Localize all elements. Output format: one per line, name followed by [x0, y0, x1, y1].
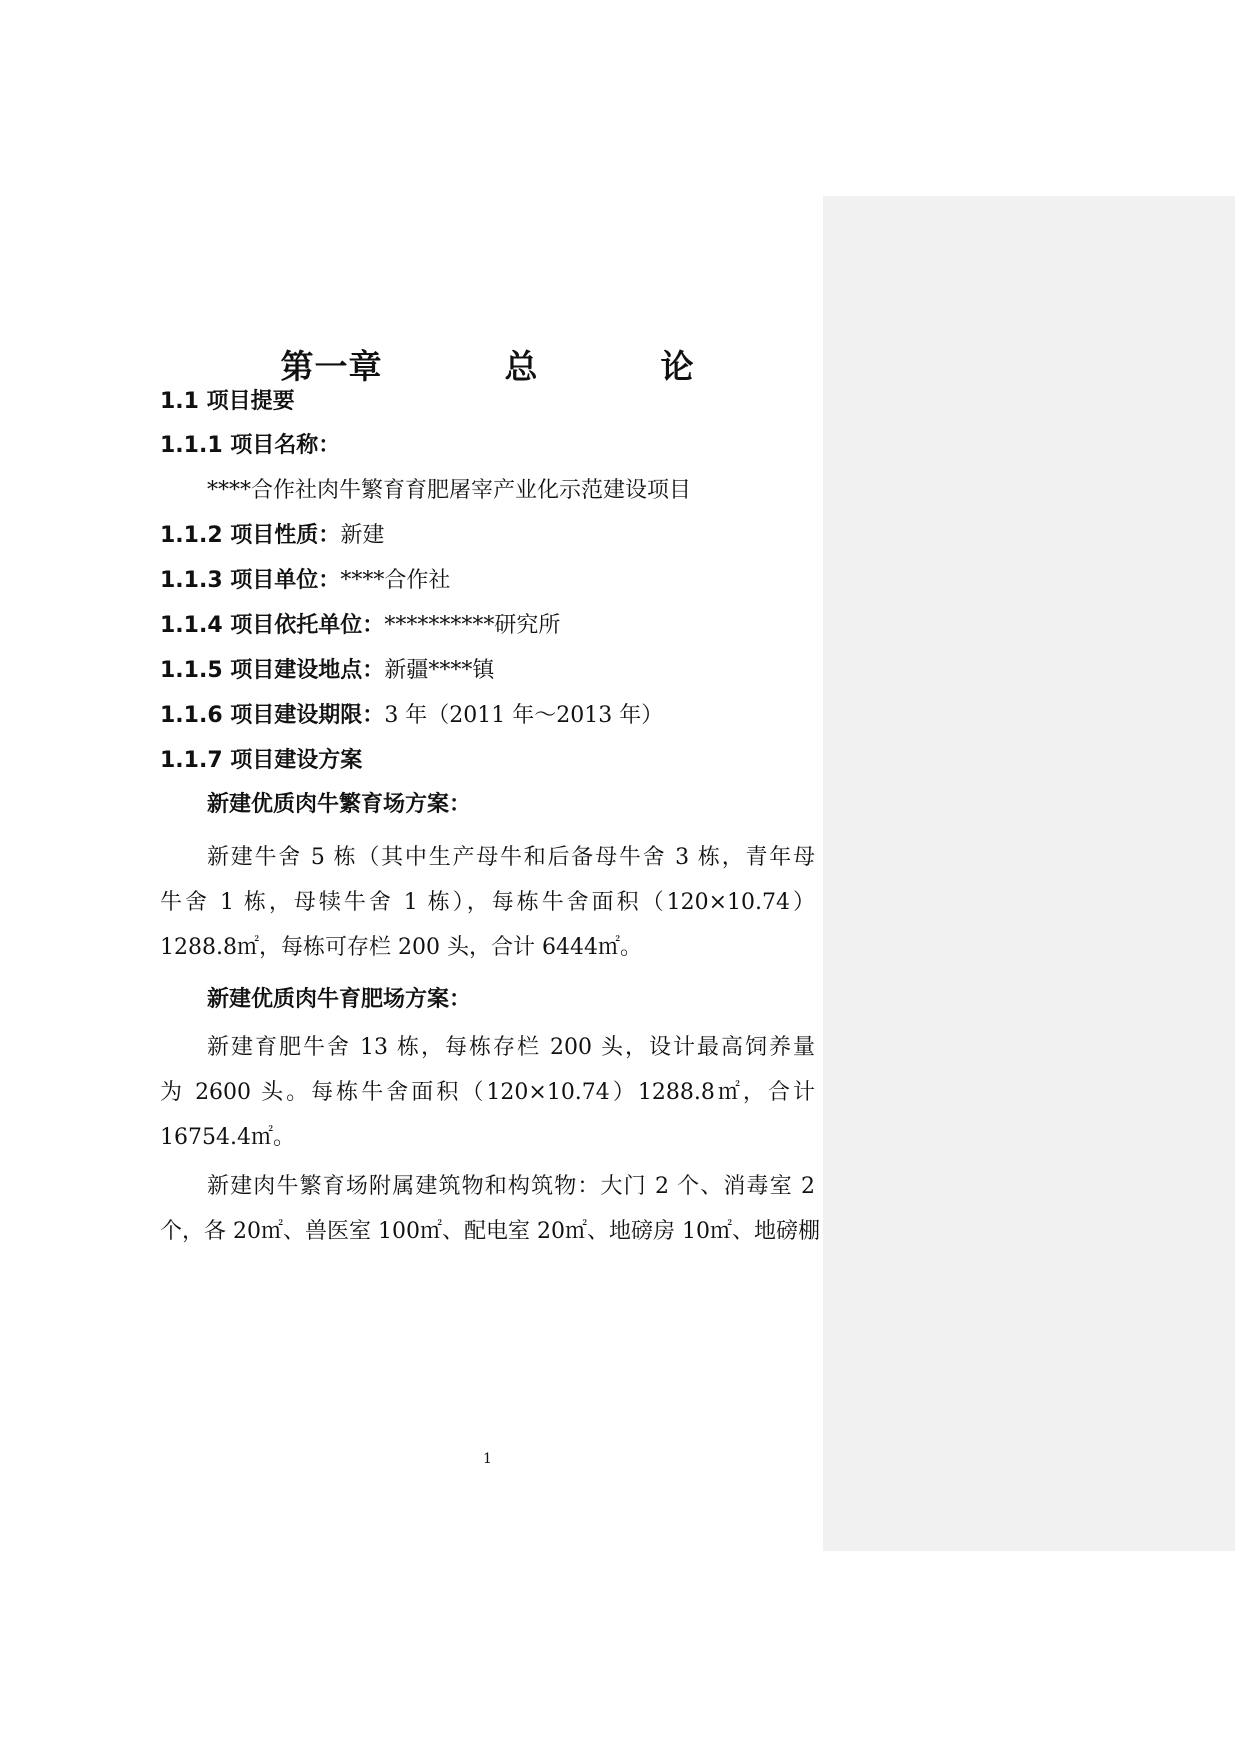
project-unit-row — [160, 566, 450, 596]
project-nature-value: 新建 — [340, 523, 385, 548]
project-unit-label: 1.1.3 项目单位： — [160, 568, 341, 593]
construction-period-label: 1.1.6 项目建设期限： — [160, 703, 385, 728]
auxiliary-line-2: 个，各 20㎡、兽医室 100㎡、配电室 20㎡、地磅房 10㎡、地磅棚 — [160, 1219, 820, 1244]
page-number: 1 — [483, 1451, 492, 1467]
document-page — [160, 0, 820, 1754]
fattening-farm-line-2: 为 2600 头。每栋牛舍面积（120×10.74）1288.8㎡，合计 — [160, 1080, 815, 1105]
construction-period-row — [160, 701, 663, 731]
fattening-farm-line-3: 16754.4㎡。 — [160, 1125, 295, 1150]
auxiliary-line-1: 新建肉牛繁育场附属建筑物和构筑物：大门 2 个、消毒室 2 — [207, 1174, 815, 1199]
section-heading-1-1: 1.1 项目提要 — [160, 389, 295, 414]
construction-site-value: 新疆****镇 — [384, 658, 495, 683]
project-nature-label: 1.1.2 项目性质： — [160, 523, 341, 548]
breeding-farm-line-2: 牛舍 1 栋，母犊牛舍 1 栋），每栋牛舍面积（120×10.74） — [160, 890, 815, 915]
project-nature-row — [160, 521, 384, 551]
fattening-farm-heading: 新建优质肉牛育肥场方案： — [207, 987, 472, 1012]
chapter-title: 第一章 总 论 — [280, 347, 695, 386]
comment-margin-pane — [823, 196, 1235, 1551]
supporting-unit-value: **********研究所 — [384, 613, 561, 638]
construction-site-row — [160, 656, 494, 686]
breeding-farm-heading: 新建优质肉牛繁育场方案： — [207, 792, 472, 817]
project-name-value: ****合作社肉牛繁育育肥屠宰产业化示范建设项目 — [207, 478, 692, 503]
construction-site-label: 1.1.5 项目建设地点： — [160, 658, 385, 683]
section-heading-1-1-7: 1.1.7 项目建设方案 — [160, 748, 363, 773]
breeding-farm-line-1: 新建牛舍 5 栋（其中生产母牛和后备母牛舍 3 栋，青年母 — [207, 845, 815, 870]
supporting-unit-row — [160, 611, 560, 641]
supporting-unit-label: 1.1.4 项目依托单位： — [160, 613, 385, 638]
construction-period-value: 3 年（2011 年～2013 年） — [384, 703, 664, 728]
section-heading-1-1-1: 1.1.1 项目名称： — [160, 433, 341, 458]
breeding-farm-line-3: 1288.8㎡，每栋可存栏 200 头，合计 6444㎡。 — [160, 935, 642, 960]
project-unit-value: ****合作社 — [340, 568, 451, 593]
fattening-farm-line-1: 新建育肥牛舍 13 栋，每栋存栏 200 头，设计最高饲养量 — [207, 1035, 815, 1060]
